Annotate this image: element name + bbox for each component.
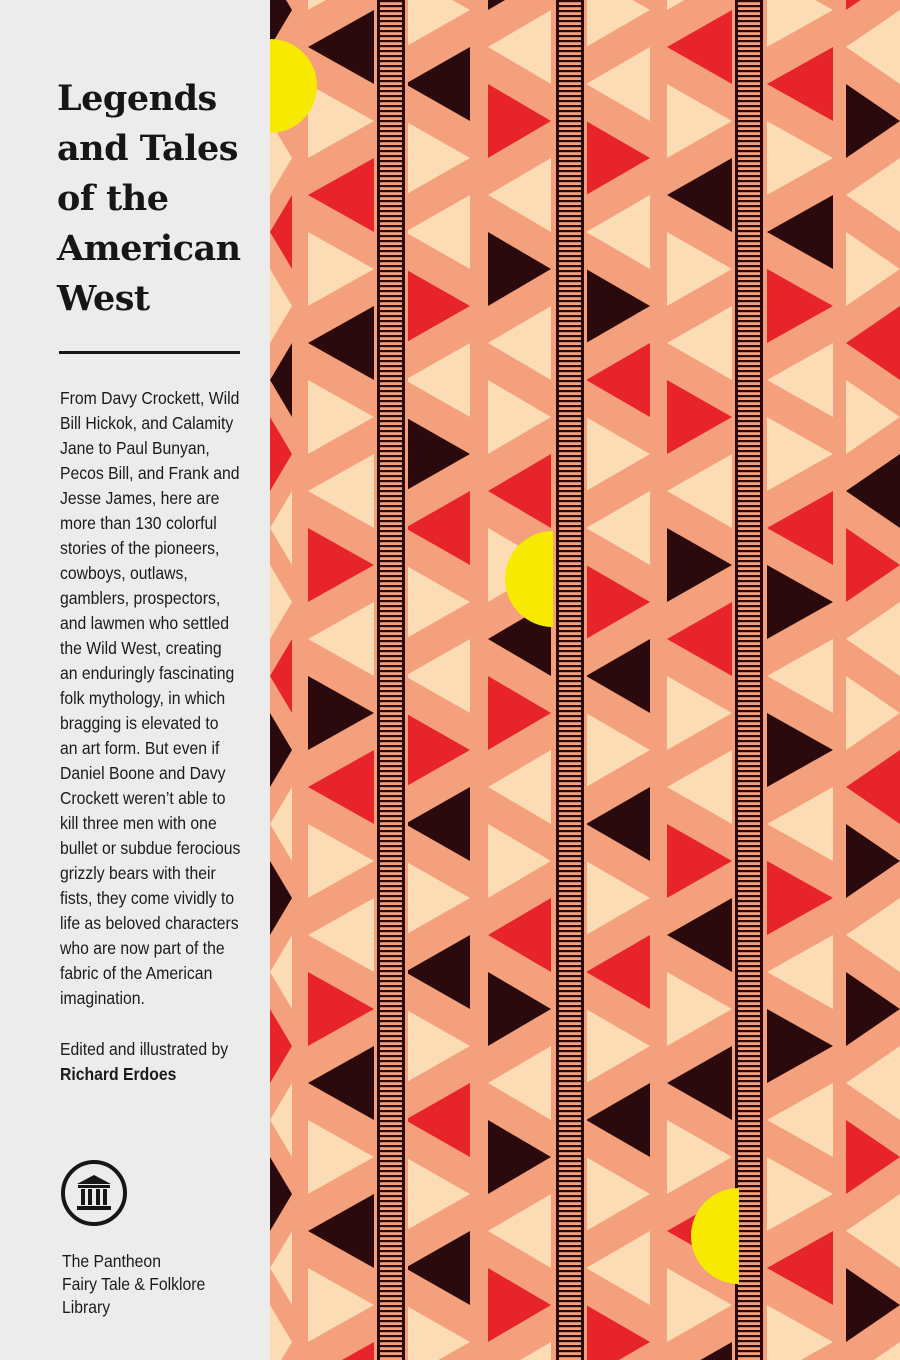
editor-name: Richard Erdoes bbox=[60, 1064, 177, 1084]
triangle-pattern-artwork bbox=[270, 0, 900, 1360]
blurb-line: the Wild West, creating bbox=[60, 638, 222, 658]
blurb-line: grizzly bears with their bbox=[60, 863, 216, 883]
ladder-stripe bbox=[732, 0, 766, 1360]
title-line: of the bbox=[57, 178, 169, 219]
ladder-stripe bbox=[374, 0, 408, 1360]
blurb-line: more than 130 colorful bbox=[60, 513, 217, 533]
blurb-line: fabric of the American bbox=[60, 963, 213, 983]
title-line: Legends bbox=[57, 78, 217, 119]
blurb-line: life as beloved characters bbox=[60, 913, 239, 933]
blurb-line: kill three men with one bbox=[60, 813, 217, 833]
pantheon-columns-icon bbox=[59, 1158, 129, 1228]
description-blurb bbox=[60, 386, 245, 1011]
series-line: The Pantheon bbox=[62, 1251, 161, 1271]
blurb-line: folk mythology, in which bbox=[60, 688, 226, 708]
blurb-line: From Davy Crockett, Wild bbox=[60, 388, 240, 408]
ladder-stripe bbox=[553, 0, 587, 1360]
credit-line: Edited and illustrated by bbox=[60, 1039, 229, 1059]
blurb-line: an art form. But even if bbox=[60, 738, 220, 758]
editor-credit bbox=[60, 1037, 258, 1087]
title-line: and Tales bbox=[57, 128, 238, 169]
series-name bbox=[62, 1250, 260, 1319]
blurb-line: Bill Hickok, and Calamity bbox=[60, 413, 234, 433]
blurb-line: Jesse James, here are bbox=[60, 488, 220, 508]
blurb-line: an enduringly fascinating bbox=[60, 663, 235, 683]
blurb-line: cowboys, outlaws, bbox=[60, 563, 188, 583]
blurb-line: and lawmen who settled bbox=[60, 613, 229, 633]
blurb-line: fists, they come vividly to bbox=[60, 888, 235, 908]
blurb-line: bullet or subdue ferocious bbox=[60, 838, 241, 858]
title-line: American bbox=[57, 228, 241, 269]
series-line: Fairy Tale & Folklore bbox=[62, 1274, 206, 1294]
title-divider bbox=[59, 351, 240, 354]
book-title bbox=[57, 74, 262, 324]
blurb-line: Crockett weren’t able to bbox=[60, 788, 226, 808]
blurb-line: who are now part of the bbox=[60, 938, 225, 958]
blurb-line: imagination. bbox=[60, 988, 145, 1008]
series-line: Library bbox=[62, 1297, 111, 1317]
title-line: West bbox=[57, 278, 150, 319]
blurb-line: bragging is elevated to bbox=[60, 713, 219, 733]
blurb-line: gamblers, prospectors, bbox=[60, 588, 221, 608]
blurb-line: Daniel Boone and Davy bbox=[60, 763, 226, 783]
blurb-line: Jane to Paul Bunyan, bbox=[60, 438, 210, 458]
blurb-line: stories of the pioneers, bbox=[60, 538, 220, 558]
blurb-line: Pecos Bill, and Frank and bbox=[60, 463, 240, 483]
text-panel bbox=[0, 0, 270, 1360]
